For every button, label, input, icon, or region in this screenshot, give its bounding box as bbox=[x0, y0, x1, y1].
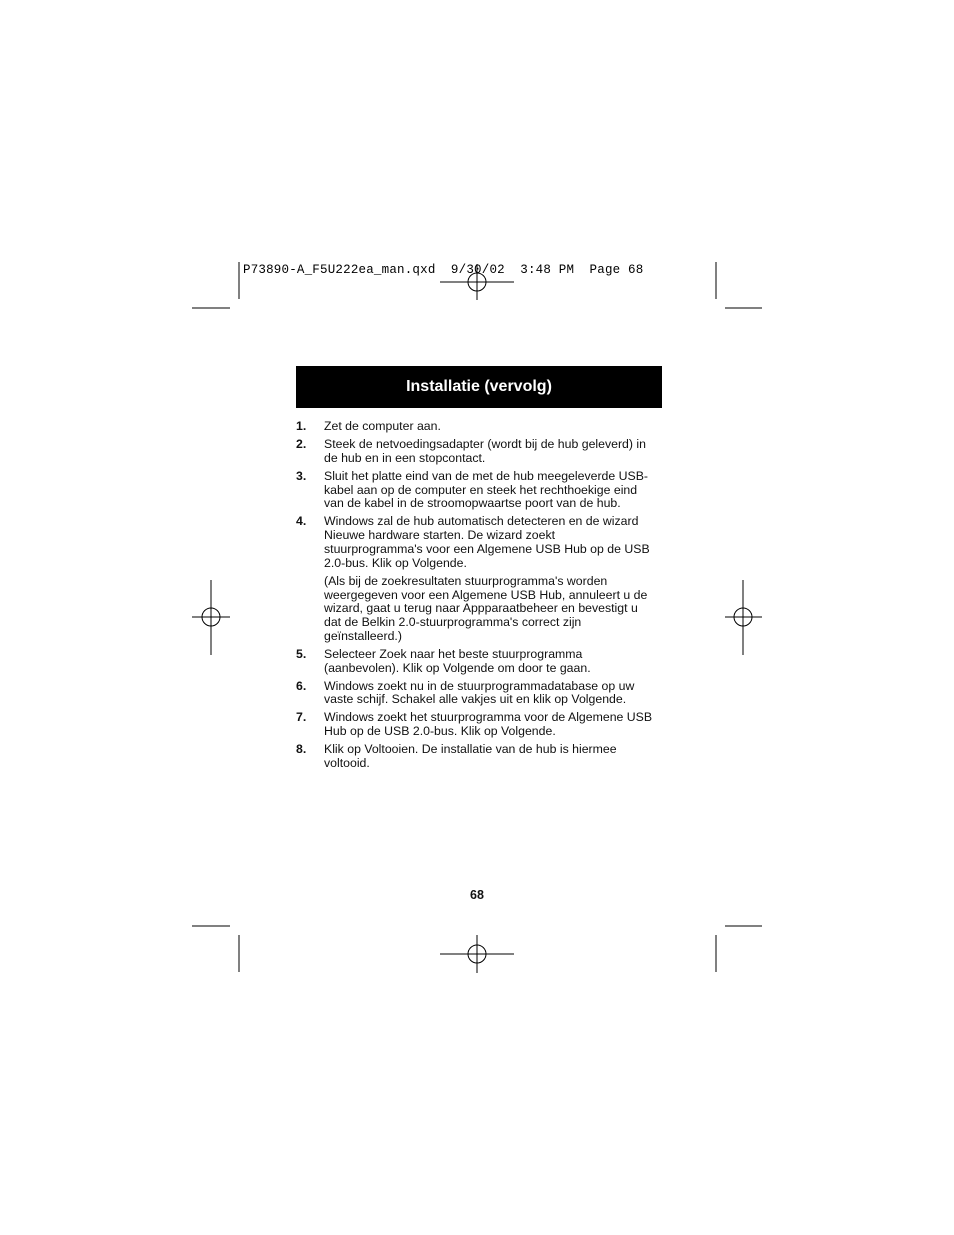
step-body bbox=[324, 743, 656, 771]
step-body bbox=[324, 680, 656, 708]
step-number: 7. bbox=[296, 710, 307, 725]
step-body bbox=[324, 438, 656, 466]
step-text: (Als bij de zoekresultaten stuurprogramma's worden weergegeven voor een Algemene USB Hub, annuleert u de wizard, gaat u terug naar Appparaatbeheer en bevestigt u dat de Belkin 2.0-stuurprogramma's correct zijn geïnstalleerd.) bbox=[324, 573, 648, 643]
step-body bbox=[324, 711, 656, 739]
registration-mark-right-icon bbox=[725, 580, 762, 655]
step-text: Sluit het platte eind van de met de hub meegeleverde USB-kabel aan op de computer en steek het rechthoekige eind van de kabel in de stroomopwaartse poort van de hub. bbox=[324, 468, 649, 511]
list-item bbox=[296, 743, 656, 771]
step-number: 4. bbox=[296, 514, 307, 529]
print-slug-line: P73890-A_F5U222ea_man.qxd 9/30/02 3:48 PM Page 68 bbox=[243, 263, 644, 277]
registration-mark-bottom-icon bbox=[440, 935, 514, 973]
registration-mark-left-icon bbox=[192, 580, 230, 655]
step-number: 2. bbox=[296, 436, 307, 451]
step-number: 3. bbox=[296, 468, 307, 483]
step-number: 8. bbox=[296, 742, 307, 757]
step-number: 6. bbox=[296, 678, 307, 693]
step-text: Selecteer Zoek naar het beste stuurprogramma (aanbevolen). Klik op Volgende om door te gaan. bbox=[324, 646, 591, 675]
step-text: Klik op Voltooien. De installatie van de hub is hiermee voltooid. bbox=[324, 742, 617, 771]
step-body bbox=[324, 648, 656, 676]
installation-steps-list bbox=[296, 420, 656, 775]
list-item bbox=[296, 648, 656, 676]
list-item bbox=[296, 420, 656, 434]
step-number: 1. bbox=[296, 419, 307, 433]
step-body bbox=[324, 470, 656, 511]
page-number: 68 bbox=[470, 888, 484, 902]
step-text: Zet de computer aan. bbox=[324, 419, 441, 433]
list-item bbox=[296, 438, 656, 466]
section-title: Installatie (vervolg) bbox=[406, 378, 552, 395]
step-text: Steek de netvoedingsadapter (wordt bij de hub geleverd) in de hub en in een stopcontact. bbox=[324, 436, 646, 465]
list-item bbox=[296, 711, 656, 739]
list-item bbox=[296, 470, 656, 511]
step-text: Windows zoekt het stuurprogramma voor de Algemene USB Hub op de USB 2.0-bus. Klik op Volgende. bbox=[324, 710, 653, 739]
section-header bbox=[296, 366, 662, 408]
list-item bbox=[296, 515, 656, 643]
step-text: Windows zal de hub automatisch detecteren en de wizard Nieuwe hardware starten. De wizard zoekt stuurprogramma's voor een Algemene USB Hub op de USB 2.0-bus. Klik op Volgende. bbox=[324, 514, 650, 570]
list-item bbox=[296, 680, 656, 708]
step-body bbox=[324, 515, 656, 643]
step-body bbox=[324, 420, 656, 434]
step-text: Windows zoekt nu in de stuurprogrammadatabase op uw vaste schijf. Schakel alle vakjes uit en klik op Volgende. bbox=[324, 678, 635, 707]
step-number: 5. bbox=[296, 646, 307, 661]
